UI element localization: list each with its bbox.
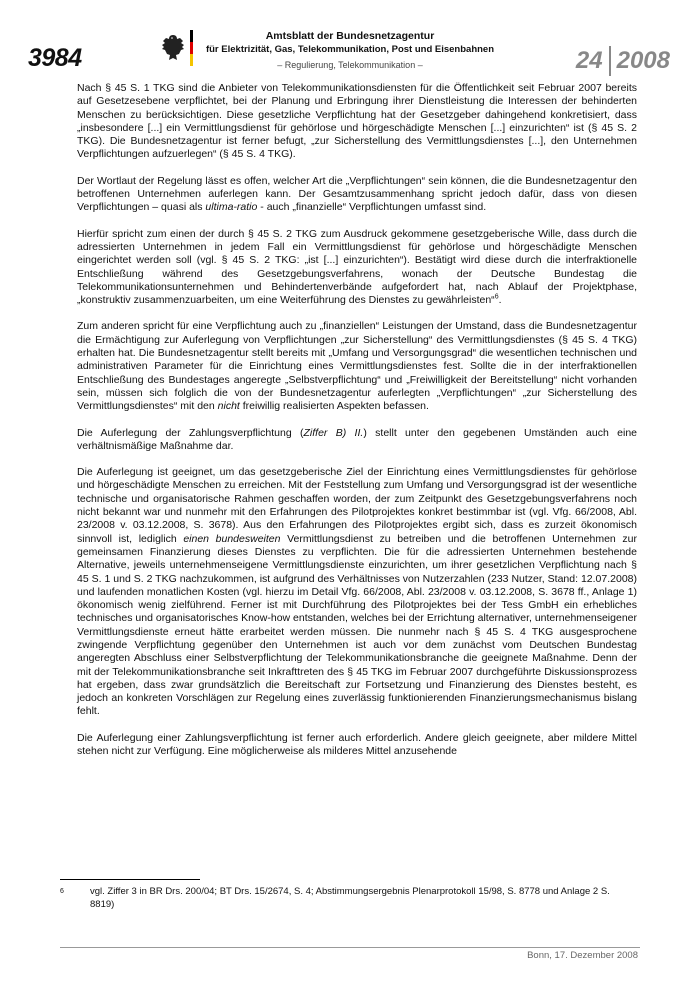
- issue-divider: [609, 46, 611, 76]
- issue-number: 24: [575, 47, 603, 74]
- text-run: Die Auferlegung ist geeignet, um das gesetzgeberische Ziel der Einrichtung eines Vermittlungsdienstes für gehörlose und hörgeschädigte Menschen zu erreichen. Mit der Feststellung zum Umfang und Versorgungsgrad ist der wesentliche technische und organisatorische Rahmen geschaffen worden, der zum Zeitpunkt des Gesetzgebungsverfahrens noch nicht bekannt war und nunmehr mit den Erfahrungen des Pilotprojektes konkret bestimmbar ist (vgl. Vfg. 66/2008, Abl. 23/2008 v. 03.12.2008, S. 3678). Aus den Erfahrungen des Pilotprojektes ergibt sich, dass es zurzeit ökonomisch sinnvoll ist, lediglich: [77, 466, 637, 545]
- text-run: Nach § 45 S. 1 TKG sind die Anbieter von Telekommunikationsdiensten für die Öffentlichkeit seit Februar 2007 bereits auf Gesetzesebene verpflichtet, bei der Planung und Erbringung ihrer Dienstleistung die Interessen der behinderten Menschen zu berücksichtigen. Diese gesetzliche Verpflichtung hat der Gesetzgeber dahingehend konkretisiert, dass „insbesondere [...] ein Vermittlungsdienst für gehörlose und hörgeschädigte Menschen [...] einzurichten“ ist (§ 45 S. 2 TKG). Die Bundesnetzagentur ist ferner befugt, „zur Sicherstellung des Vermittlungsdienstes [...], den Unternehmen Verpflichtungen aufzuerlegen“ (§ 45 S. 4 TKG).: [77, 82, 637, 161]
- text-run: nicht: [217, 400, 240, 413]
- footnote-rule: [60, 879, 200, 880]
- body-paragraph: [77, 175, 637, 215]
- footnote-text: vgl. Ziffer 3 in BR Drs. 200/04; BT Drs. 15/2674, S. 4; Abstimmungsergebnis Plenarprotokoll 15/98, S. 8778 und Anlage 2 S. 8819): [90, 886, 610, 910]
- text-run: Zum anderen spricht für eine Verpflichtung auch zu „finanziellen“ Leistungen der Umstand, dass die Bundesnetzagentur die Ermächtigung zur Auferlegung von Verpflichtungen „zur Sicherstellung“ des Vermittlungsdienstes (§ 45 S. 4 TKG) erhalten hat. Die Bundesnetzagentur stellt bereits mit „Umfang und Versorgungsgrad“ die wesentlichen technischen und administrativen Parameter für die Einrichtung eines Vermittlungsdienstes fest. Sollte die in der interfraktionellen Entschließung des Bundestages angeregte „Selbstverpflichtung“ und „Freiwilligkeit der Bereitstellung“ nicht vorhanden sein, müssen sich folglich die von der Bundesnetzagentur auferlegten „Verpflichtungen“ „zur Sicherstellung des Vermittlungsdienstes“ mit den: [77, 320, 637, 413]
- masthead-title: Amtsblatt der Bundesnetzagentur: [265, 30, 435, 42]
- body-paragraph: [77, 228, 637, 308]
- text-run: Die Auferlegung der Zahlungsverpflichtung (: [77, 426, 304, 439]
- footnote: [60, 885, 630, 911]
- body-paragraph: [77, 427, 637, 454]
- text-run: ultima-ratio: [205, 201, 258, 214]
- text-run: - auch „finanzielle“ Verpflichtungen umfasst sind.: [257, 201, 487, 214]
- body-paragraph: [77, 466, 637, 719]
- issue-label: [576, 46, 670, 76]
- body-paragraph: [77, 320, 637, 413]
- footer-dateline: Bonn, 17. Dezember 2008: [527, 950, 638, 961]
- text-run: freiwillig realisierten Aspekten befassen.: [239, 400, 429, 413]
- issue-year: 2008: [616, 47, 670, 74]
- body-paragraph: [77, 82, 637, 162]
- footer-rule: [60, 947, 640, 948]
- masthead-section: – Regulierung, Telekommunikation –: [277, 60, 423, 70]
- footnote-reference: 6: [494, 293, 499, 301]
- masthead-subtitle: für Elektrizität, Gas, Telekommunikation, Post und Eisenbahnen: [205, 44, 495, 55]
- text-run: ) stellt unter den gegebenen Umständen auch eine verhältnismäßige Maßnahme dar.: [77, 426, 637, 452]
- german-flag-bar: [190, 30, 193, 66]
- text-run: Die Auferlegung einer Zahlungsverpflichtung ist ferner auch erforderlich. Andere gleich geeignete, aber mildere Mittel stehen nicht zur Verfügung. Eine möglicherweise als milderes Mittel anzusehende: [77, 731, 637, 758]
- text-run: .: [498, 294, 502, 307]
- page-number: 3984: [28, 44, 82, 72]
- text-run: einen bundesweiten: [183, 532, 281, 545]
- text-run: Ziffer B) II.: [303, 426, 364, 439]
- footnote-mark: 6: [60, 888, 64, 895]
- federal-eagle-icon: [158, 32, 188, 64]
- masthead: [200, 30, 500, 72]
- body-text: [77, 82, 637, 771]
- text-run: Der Wortlaut der Regelung lässt es offen, welcher Art die „Verpflichtungen“ sein können, die die Bundesnetzagentur den betroffenen Unternehmen auferlegen kann. Der Gesamtzusammenhang spricht jedoch dafür, dass von diesen Verpflichtungen – quasi als: [77, 174, 637, 214]
- body-paragraph: [77, 732, 637, 759]
- text-run: Vermittlungsdienst zu betreiben und die betroffenen Unternehmen zur gemeinsamen Finanzierung dieses Dienstes zu verpflichten. Die für die adressierten Unternehmen bestehende Alternative, jeweils unternehmenseigene Vermittlungsdienste einzurichten, um ihrer gesetzlichen Verpflichtung nach § 45 S. 1 und S. 2 TKG nachzukommen, ist aufgrund des Verhältnisses von Nutzerzahlen (233 Nutzer, Stand: 12.07.2008) und laufenden monatlichen Kosten (vgl. hierzu im Detail Vfg. 66/2008, Abl. 23/2008 v. 03.12.2008, S. 3678 ff., Anlage 1) ökonomisch wenig zielführend. Ferner ist mit Durchführung des Pilotprojektes bei der Tess GmbH ein erhebliches technisches und organisatorisches Know-how entstanden, welches bei der Errichtung alternativer, unternehmenseigener Vermittlungsdienste erneut hätte erarbeitet werden müssen. Die nunmehr nach § 45 S. 4 TKG ausgesprochene zwingende Verpflichtung gegenüber den Unternehmen ist auch vor dem zunächst vom Deutschen Bundestag angeregten Abschluss einer Selbstverpflichtung der Telekommunikationsbranche die geeignete Maßnahme. Denn der mit der Telekommunikationsbranche seit Inkrafttreten des § 45 TKG im Februar 2007 durchgeführte Diskussionsprozess hat ergeben, dass zwar grundsätzlich die Bereitschaft zur Fortsetzung und Finanzierung des Dienstes besteht, es jedoch an konkreten Vorschlägen zur Regelung eines zuverlässig funktionierenden Finanzierungsmechanismus bislang fehlt.: [77, 532, 637, 718]
- text-run: Hierfür spricht zum einen der durch § 45 S. 2 TKG zum Ausdruck gekommene gesetzgeberische Wille, dass durch die adressierten Unternehmen in jedem Fall ein Vermittlungsdienst für gehörlose und hörgeschädigte Menschen eingerichtet werden soll (vgl. § 45 S. 2 TKG: „ist [...] einzurichten“). Bestätigt wird diese durch die interfraktionelle Entschließung während des Gesetzgebungsverfahrens, wonach der Deutsche Bundestag die Telekommunikationsunternehmen und Behindertenverbände aufgefordert hat, nach Ablauf der Projektphase, „konstruktiv zusammenzuarbeiten, um eine Weiterführung des Dienstes zu gewährleisten“: [77, 227, 637, 307]
